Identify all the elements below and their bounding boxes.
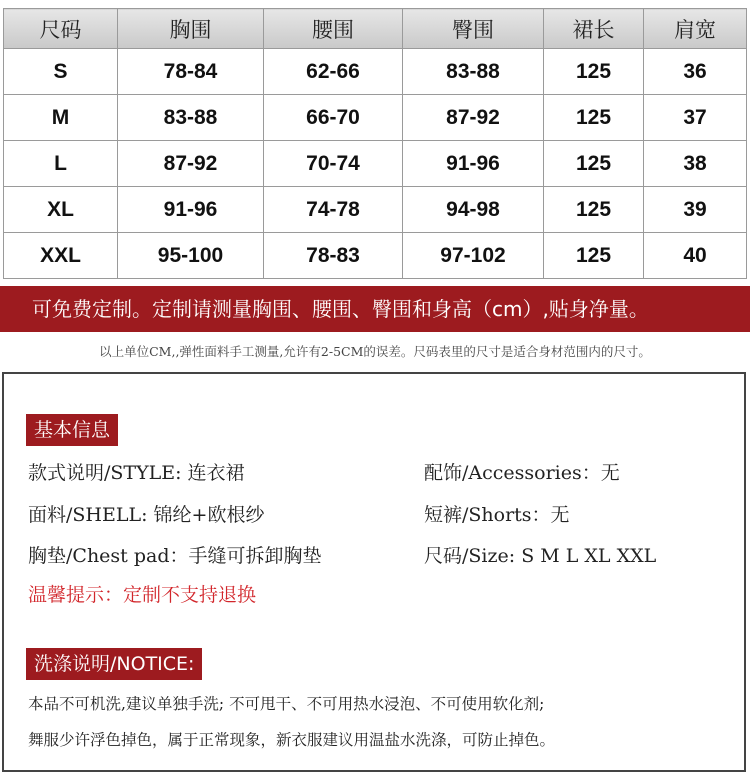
size-cell: M [4,95,118,141]
wash-instruction-line-1: 本品不可机洗,建议单独手洗; 不可甩干、不可用热水浸泡、不可使用软化剂; [28,695,545,713]
size-chart-header-row [4,9,747,49]
waist-cell: 66-70 [264,95,403,141]
basic-info-heading: 基本信息 [26,414,118,446]
shoulder-cell: 37 [644,95,747,141]
header-waist: 腰围 [264,9,403,49]
waist-cell: 70-74 [264,141,403,187]
shoulder-cell: 36 [644,49,747,95]
length-cell: 125 [544,141,644,187]
waist-cell: 78-83 [264,233,403,279]
size-cell: XXL [4,233,118,279]
shorts-info: 短裤/Shorts：无 [424,504,570,526]
length-cell: 125 [544,233,644,279]
length-cell: 125 [544,187,644,233]
bust-cell: 95-100 [118,233,264,279]
hip-cell: 83-88 [403,49,544,95]
table-row [4,49,747,95]
table-row [4,233,747,279]
shoulder-cell: 38 [644,141,747,187]
custom-order-banner: 可免费定制。定制请测量胸围、腰围、臀围和身高（cm）,贴身净量。 [0,286,750,332]
size-cell: L [4,141,118,187]
header-size: 尺码 [4,9,118,49]
hip-cell: 94-98 [403,187,544,233]
bust-cell: 78-84 [118,49,264,95]
style-info: 款式说明/STYLE: 连衣裙 [28,462,245,484]
bust-cell: 91-96 [118,187,264,233]
header-dress-length: 裙长 [544,9,644,49]
header-hip: 臀围 [403,9,544,49]
unit-note: 以上单位CM,,弹性面料手工测量,允许有2-5CM的误差。尺码表里的尺寸是适合身材范围内的尺寸。 [99,344,651,359]
size-chart-table [3,8,747,279]
length-cell: 125 [544,95,644,141]
accessories-info: 配饰/Accessories：无 [424,462,620,484]
table-row [4,187,747,233]
wash-instruction-line-2: 舞服少许浮色掉色，属于正常现象，新衣服建议用温盐水洗涤，可防止掉色。 [28,731,556,749]
bust-cell: 83-88 [118,95,264,141]
waist-cell: 74-78 [264,187,403,233]
size-cell: XL [4,187,118,233]
header-shoulder: 肩宽 [644,9,747,49]
product-info-box [2,372,746,772]
shoulder-cell: 40 [644,233,747,279]
shoulder-cell: 39 [644,187,747,233]
table-row [4,95,747,141]
hip-cell: 97-102 [403,233,544,279]
header-bust: 胸围 [118,9,264,49]
wash-notice-heading: 洗涤说明/NOTICE: [26,648,202,680]
chest-pad-info: 胸垫/Chest pad：手缝可拆卸胸垫 [28,545,322,567]
table-row [4,141,747,187]
waist-cell: 62-66 [264,49,403,95]
warning-text: 温馨提示：定制不支持退换 [28,584,257,606]
length-cell: 125 [544,49,644,95]
hip-cell: 91-96 [403,141,544,187]
hip-cell: 87-92 [403,95,544,141]
bust-cell: 87-92 [118,141,264,187]
size-info: 尺码/Size: S M L XL XXL [424,545,657,567]
shell-info: 面料/SHELL: 锦纶+欧根纱 [28,504,265,526]
size-cell: S [4,49,118,95]
